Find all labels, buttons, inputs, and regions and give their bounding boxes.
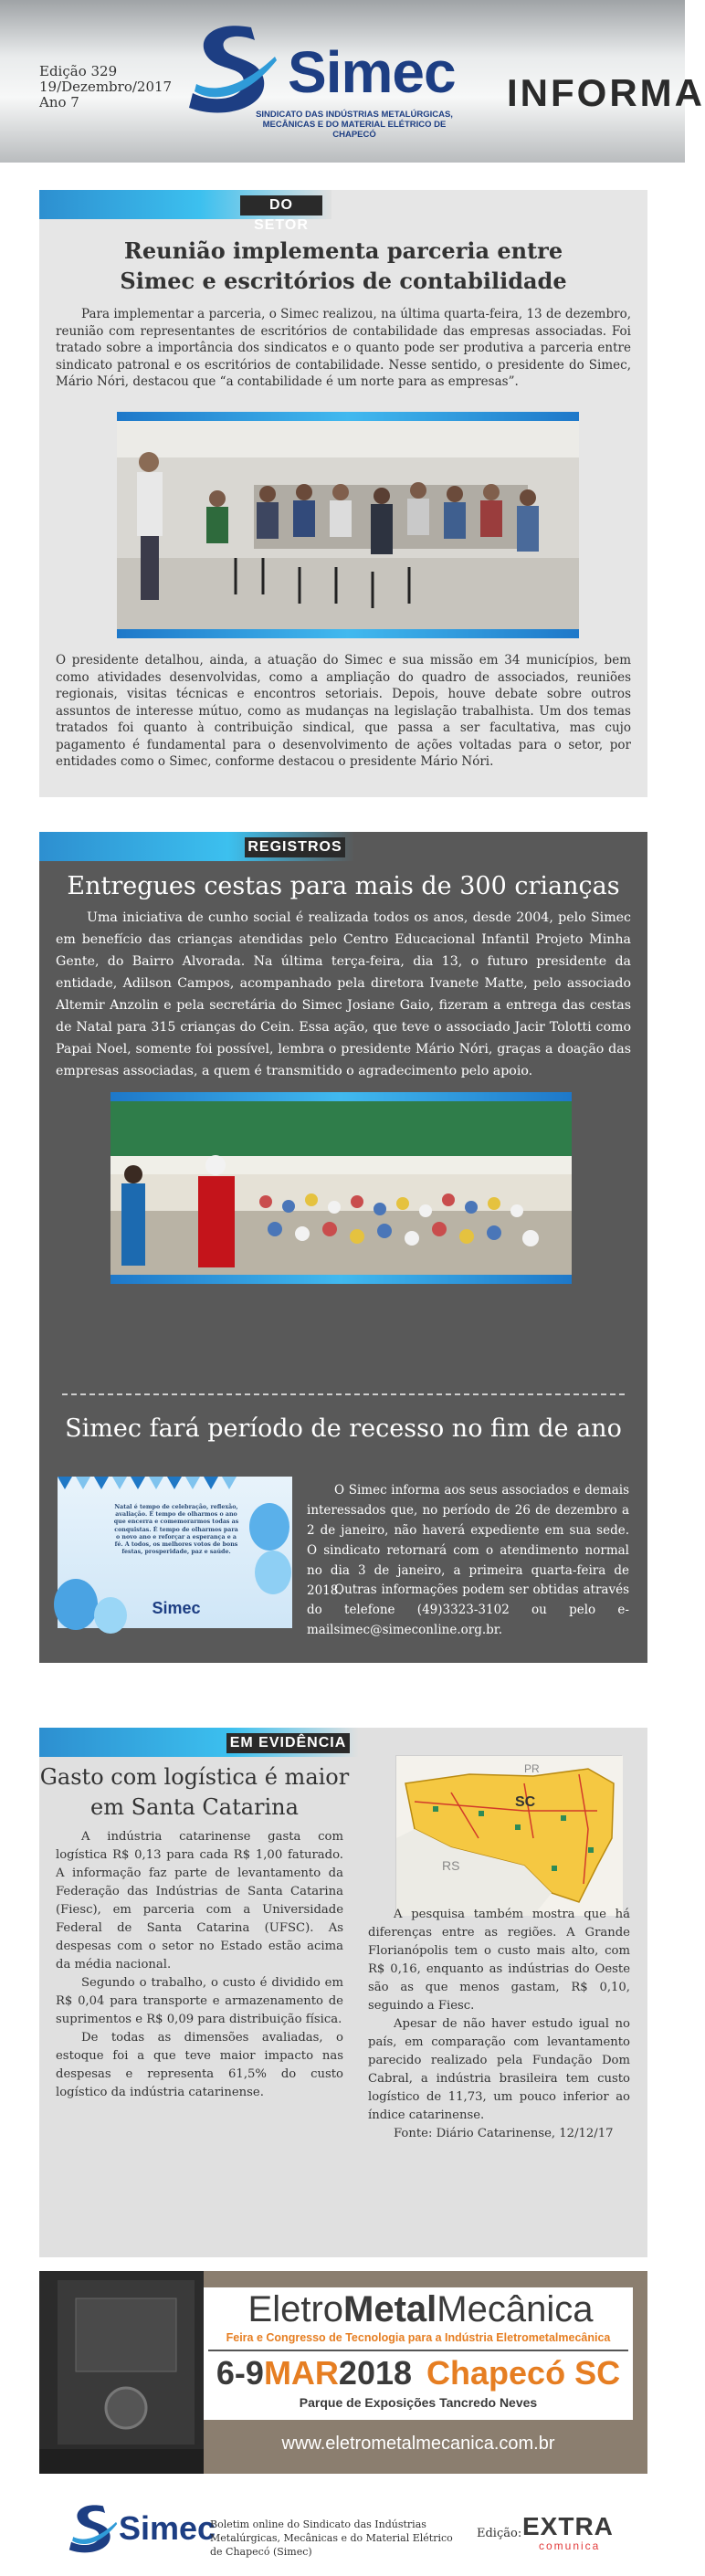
christmas-photo	[110, 1101, 572, 1275]
article-paragraph: Apesar de não haver estudo igual no país, em comparação com levantamento parecido realizado pela Fundação Dom Cabral, a indústria brasileira tem custo logístico de 11,73, um pouco inferior ao índice catarinense.	[368, 2017, 630, 2122]
article-paragraph: A pesquisa também mostra que há diferenças entre as regiões. A Grande Florianópolis tem o custo mais alto, com R$ 0,16, enquanto as indústrias do Oeste são as que menos gastam, R$ 0,10, seguindo a Fiesc.	[368, 1908, 630, 2013]
article-title-line2: Simec e escritórios de contabilidade	[120, 268, 567, 294]
section-tag-bar	[39, 1728, 359, 1757]
article-paragraph: O presidente detalhou, ainda, a atuação do Simec e sua missão em 34 municípios, bem como atividades desenvolvidas, como a ampliação do quadro de associados, reuniões regionais, visitas técnicas e encontros setoriais. Depois, houve debate sobre outros assuntos de interesse mútuo, como as mudanças na legislação trabalhista. Um dos temas tratados foi quanto à contribuição sindical, que passa a ser facultativa, mas cujo pagamento é fundamental para o desenvolvimento de ações voltadas para o setor, por entidades como o Simec, conforme destacou o presidente Mário Nóri.	[56, 653, 631, 769]
holiday-card-image	[58, 1477, 292, 1628]
edition-info	[39, 64, 172, 110]
banner-city: Chapecó SC	[426, 2354, 621, 2392]
holiday-card-logo: Simec	[152, 1599, 201, 1617]
edition-year: Ano 7	[39, 94, 79, 110]
banner-dates-part1: 6-9	[216, 2354, 264, 2392]
banner-dates-part3: 2018	[338, 2354, 413, 2392]
article-title-line1: Gasto com logística é maior	[39, 1764, 350, 1790]
santa-catarina-map	[395, 1755, 622, 1915]
dashed-divider	[62, 1393, 625, 1395]
map-label-pr: PR	[524, 1762, 540, 1775]
map-label-sc: SC	[515, 1794, 536, 1810]
banner-title	[213, 2289, 628, 2329]
right-column	[368, 1906, 630, 2143]
section-tag-label: EM EVIDÊNCIA	[226, 1733, 350, 1753]
footer-simec-logo	[66, 2502, 216, 2557]
registros-section	[39, 832, 647, 1663]
banner-dates-part2: MAR	[263, 2354, 339, 2392]
logo-wordmark: Simec	[288, 39, 456, 105]
do-setor-section	[39, 190, 647, 797]
meeting-photo-image	[117, 421, 579, 629]
photo-top-bar	[117, 412, 579, 421]
section-tag-bar	[39, 832, 354, 861]
section-tag-label: REGISTROS	[245, 837, 345, 857]
banner-subtitle: Feira e Congresso de Tecnologia para a Indústria Eletrometalmecânica	[226, 2331, 611, 2344]
banner-dates	[208, 2353, 628, 2393]
simec-logo	[187, 20, 461, 140]
article-title-line2: em Santa Catarina	[90, 1794, 299, 1820]
photo-bottom-bar	[117, 629, 579, 638]
article-paragraph: Uma iniciativa de cunho social é realizada todos os anos, desde 2004, pelo Simec em benefício das crianças atendidas pelo Centro Educacional Infantil Projeto Minha Gente, do Bairro Alvorada. Na última terça-feira, dia 13, o futuro presidente da entidade, Adilson Campos, acompanhado pela diretora Ivanete Matte, pelo associado Altemir Anzolin e pela secretária do Simec Josiane Gaio, fizeram a entrega das cestas de Natal para 315 crianças do Cein. Essa ação, que teve o associado Jacir Tolotti como Papai Noel, somente foi possível, lembra o presidente Mário Nóri, graças a doação das empresas associadas, a quem é transmitido o agradecimento pelo apoio.	[56, 910, 631, 1078]
banner-machine-image	[39, 2271, 204, 2474]
header-section-title: INFORMA	[507, 71, 705, 114]
banner-title-part2: Metal	[343, 2289, 437, 2329]
recess-paragraph: O Simec informa aos seus associados e demais interessados que, no período de 26 de dezembro a 2 de janeiro, não haverá expediente em sua sede. O sindicato retornará com o atendimento normal no dia 3 de janeiro, a primeira quarta-feira de 2018.	[307, 1483, 629, 1598]
left-column	[56, 1828, 343, 2102]
footer-logo-word: Simec	[119, 2509, 216, 2547]
recess-contact: Outras informações podem ser obtidas através do telefone (49)3323-3102 ou pelo e-mailsimec@simeconline.org.br.	[307, 1582, 629, 1637]
banner-venue: Parque de Exposições Tancredo Neves	[299, 2395, 538, 2410]
agency-sub: comunica	[539, 2539, 601, 2552]
banner-divider	[208, 2350, 628, 2351]
edition-date: 19/Dezembro/2017	[39, 79, 173, 95]
section-tag-label: DO SETOR	[240, 195, 322, 216]
article-paragraph: A indústria catarinense gasta com logística R$ 0,13 para cada R$ 1,00 faturado. A informação faz parte de levantamento da Federação das Indústrias de Santa Catarina (Fiesc), em parceria com a Universidade Federal de Santa Catarina (UFSC). As despesas com o setor no Estado estão acima da média nacional.	[56, 1830, 343, 1971]
footer-agency-logo	[522, 2513, 623, 2559]
article-title	[39, 1762, 350, 1823]
article-title-line1: Reunião implementa parceria entre	[123, 237, 563, 264]
christmas-photo-image	[110, 1101, 572, 1275]
footer-swoosh-icon	[66, 2502, 121, 2557]
photo-bottom-bar	[110, 1275, 572, 1284]
article-paragraph: De todas as dimensões avaliadas, o estoque foi a que teve maior impacto nas despesas e representa 61,5% do custo logístico da indústria catarinense.	[56, 2031, 343, 2099]
map-image	[396, 1756, 623, 1916]
newsletter-header	[0, 0, 705, 163]
article-source: Fonte: Diário Catarinense, 12/12/17	[394, 2127, 614, 2140]
eletrometalmecanica-banner[interactable]	[39, 2271, 647, 2474]
simec-swoosh-icon	[187, 20, 279, 121]
banner-title-part1: Eletro	[247, 2289, 344, 2329]
section-tag-bar	[39, 190, 331, 233]
footer-description: Boletim online do Sindicato das Indústrias Metalúrgicas, Mecânicas e do Material Elétrico de Chapecó (Simec)	[210, 2518, 453, 2558]
article-paragraph: Para implementar a parceria, o Simec realizou, na última quarta-feira, 13 de dezembro, reunião com representantes de escritórios de contabilidade das empresas associadas. Foi tratado sobre a importância dos sindicatos e o quanto pode ser produtiva a parceria entre sindicato patronal e os escritórios de contabilidade. Nesse sentido, o presidente do Simec, Mário Nóri, destacou que “a contabilidade é um norte para as empresas”.	[56, 307, 631, 389]
recess-title: Simec fará período de recesso no fim de ano	[65, 1414, 622, 1443]
article-title: Entregues cestas para mais de 300 crianças	[67, 872, 620, 900]
article-title	[58, 236, 629, 296]
banner-title-part3: Mecânica	[437, 2289, 594, 2329]
holiday-card-text: Natal é tempo de celebração, reflexão, avaliação. É tempo de olharmos o ano que encerra e comemorarmos todas as conquistas. É tempo de olharmos para o novo ano e reforçar a esperança e a fé. A todos, os melhores votos de bons festas, prosperidade, paz e saúde.	[113, 1504, 239, 1556]
newsletter-footer	[0, 2493, 685, 2576]
logo-subtitle: SINDICATO DAS INDÚSTRIAS METALÚRGICAS, MECÂNICAS E DO MATERIAL ELÉTRICO DE CHAPECÓ	[256, 110, 453, 140]
banner-url[interactable]: www.eletrometalmecanica.com.br	[281, 2434, 555, 2454]
em-evidencia-section	[39, 1728, 647, 2257]
footer-edition-label: Edição:	[477, 2527, 522, 2540]
photo-top-bar	[110, 1092, 572, 1101]
article-paragraph: Segundo o trabalho, o custo é dividido em R$ 0,04 para transporte e armazenamento de suprimentos e R$ 0,09 para distribuição física.	[56, 1976, 343, 2026]
meeting-photo	[117, 421, 579, 629]
agency-name: EXTRA	[522, 2512, 614, 2540]
map-label-rs: RS	[442, 1858, 460, 1873]
edition-number: Edição 329	[39, 63, 118, 79]
